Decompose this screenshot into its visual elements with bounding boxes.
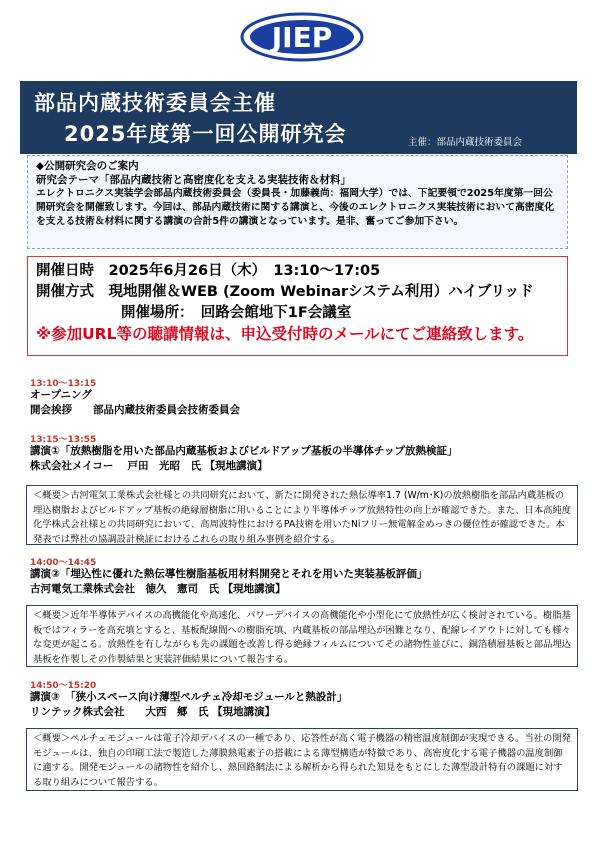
header-banner (20, 81, 577, 154)
talk-speaker: 古河電気工業株式会社 徳久 憲司 氏 【現地講演】 (30, 583, 286, 595)
event-format: 開催方式 現地開催＆WEB (Zoom Webinarシステム利用）ハイブリッド (36, 284, 534, 300)
guide-theme: 研究会テーマ「部品内蔵技術と高密度化を支える実装技術＆材料」 (36, 174, 351, 186)
event-datetime: 開催日時 2025年6月26日（木） 13:10～17:05 (36, 263, 381, 279)
logo-text: JIEP (271, 21, 333, 54)
opening-time: 13:10～13:15 (30, 379, 97, 389)
event-info-box (27, 256, 568, 356)
guide-box (27, 155, 568, 249)
talk-abstract: ＜概要＞古河電気工業株式会社様との共同研究において、新たに開発された熱伝導率1.7 (W/m･K)の放熱樹脂を部品内蔵基板の埋込樹脂およびビルドアップ基板の絶縁層樹脂に用いることにより半導体チップ放熱特性の向上が確認できた。また、日本高純度化学株式会社様との共同研究において、高周波特性におけるPA技術を用いたNiフリー無電解金めっきの優位性が確認できた。本発表では弊社の協調設計検証におけるこれらの取り組み事例を紹介する。 (26, 485, 578, 545)
opening-speaker: 開会挨拶 部品内蔵技術委員会技術委員会 (30, 404, 240, 416)
guide-heading: ◆公開研究会のご案内 (36, 160, 139, 172)
talk-time: 13:15～13:55 (30, 435, 97, 445)
talk-time: 14:00～14:45 (30, 558, 97, 568)
talk-speaker: リンテック株式会社 大西 郷 氏 【現地講演】 (30, 706, 276, 718)
opening-title: オープニング (30, 389, 92, 401)
talk-title: 講演①「放熱樹脂を用いた部品内蔵基板およびビルドアップ基板の半導体チップ放熱検証」 (30, 445, 458, 457)
guide-body: エレクトロニクス実装学会部品内蔵技術委員会（委員長・加藤義尚：福岡大学）では、下記要領で2025年度第一回公開研究会を開催致します。今回は、部品内蔵技術に関する講演と、今後のエレクトロニクス実装技術において高密度化を支える技術＆材料に関する講演の合計5件の講演となっています。是非、奮ってご参加下さい。 (36, 188, 555, 227)
organizer-label: 主催：部品内蔵技術委員会 (408, 137, 523, 148)
jiep-logo (240, 12, 364, 62)
page-subtitle: 2025年度第一回公開研究会 (64, 122, 347, 146)
talk-abstract: ＜概要＞ペルチェモジュールは電子冷却デバイスの一種であり、応答性が高く電子機器の精密温度制御が実現できる。当社の開発モジュールは、独自の印刷工法で製造した薄膜熱電素子の搭載による薄型構造が特徴であり、高密度化する電子機器の温度制御に適する。開発モジュールの諸物性を紹介し、熱回路網法による解析から得られた知見をもとにした薄型設計特有の課題に対する取り組みについて報告する。 (26, 728, 578, 791)
talk-abstract: ＜概要＞近年半導体デバイスの高機能化や高速化、パワーデバイスの高機能化や小型化にて放熱性が広く検討されている。樹脂基板ではフィラーを高充填とすると、基板配線間への樹脂充填、内蔵基板の部品埋込が困難となり、配線レイアウトに対しても様々な変更が起こる。放熱性を有しながらも先の課題を改善し得る絶縁フィルムについてその諸物性並びに、銅箔積層基板と部品埋込基板を作製しその作製結果と実装評価結果について報告する。 (26, 605, 578, 667)
page-title: 部品内蔵技術委員会主催 (34, 91, 276, 115)
event-venue: 開催場所： 回路会館地下1F会議室 (121, 305, 352, 321)
talk-speaker: 株式会社メイコー 戸田 光昭 氏 【現地講演】 (30, 460, 268, 472)
talk-title: 講演②「埋込性に優れた熱伝導性樹脂基板用材料開発とそれを用いた実装基板評価」 (30, 568, 428, 580)
event-notice: ※参加URL等の聴講情報は、申込受付時のメールにてご連絡致します。 (36, 325, 534, 343)
talk-time: 14:50～15:20 (30, 681, 97, 691)
talk-title: 講演③ 「狭小スペース向け薄型ペルチェ冷却モジュールと熱設計」 (30, 691, 348, 703)
